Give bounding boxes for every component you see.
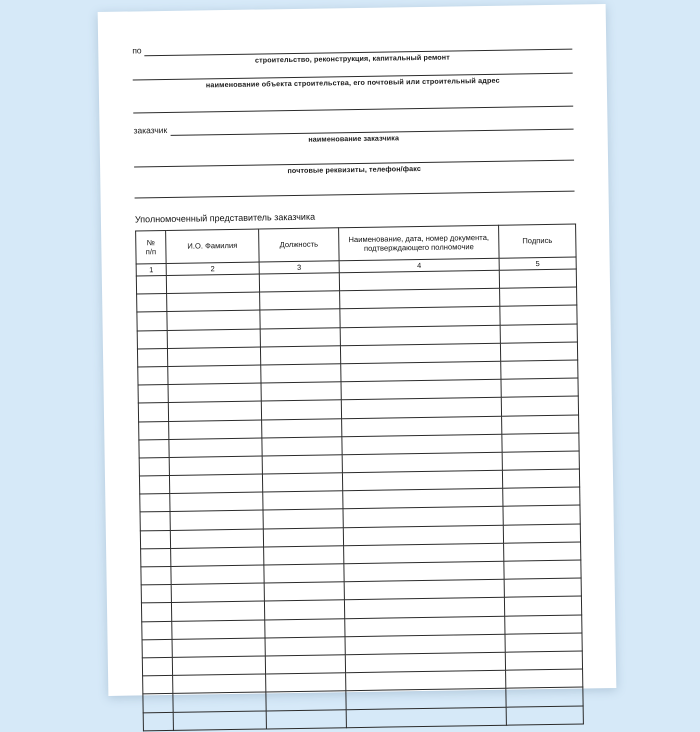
table-cell[interactable]: [262, 418, 342, 437]
table-cell[interactable]: [140, 494, 170, 513]
table-cell[interactable]: [142, 639, 172, 658]
table-cell[interactable]: [263, 509, 343, 528]
table-cell[interactable]: [503, 505, 580, 524]
column-number-2: 2: [166, 262, 259, 275]
table-cell[interactable]: [262, 455, 342, 474]
table-cell[interactable]: [260, 291, 340, 310]
section-title: Уполномоченный представитель заказчика: [134, 211, 316, 225]
table-cell[interactable]: [166, 274, 259, 294]
table-cell[interactable]: [170, 529, 263, 549]
table-cell[interactable]: [139, 476, 169, 495]
table-cell[interactable]: [500, 342, 577, 361]
table-cell[interactable]: [264, 546, 344, 565]
table-cell[interactable]: [260, 327, 340, 346]
table-cell[interactable]: [502, 433, 579, 452]
table-cell[interactable]: [139, 421, 169, 440]
table-cell[interactable]: [263, 491, 343, 510]
table-cell[interactable]: [265, 655, 345, 674]
column-number-4: 4: [339, 258, 499, 273]
table-cell[interactable]: [504, 560, 581, 579]
table-cell[interactable]: [505, 633, 582, 652]
field-caption-object: наименование объекта строительства, его почтовый или строительный адрес: [205, 75, 500, 90]
table-cell[interactable]: [139, 439, 169, 458]
table-cell[interactable]: [266, 709, 346, 728]
table-cell[interactable]: [262, 473, 342, 492]
table-cell[interactable]: [137, 348, 167, 367]
table-cell[interactable]: [138, 385, 168, 404]
column-number-5: 5: [499, 257, 576, 270]
table-cell[interactable]: [266, 691, 346, 710]
table-cell[interactable]: [167, 310, 260, 330]
table-cell[interactable]: [142, 657, 172, 676]
table-header-signature: [499, 224, 577, 258]
table-cell[interactable]: [264, 564, 344, 583]
field-label-customer: заказчик: [133, 124, 168, 136]
table-cell[interactable]: [141, 603, 171, 622]
document-page: [98, 4, 617, 696]
table-head: [136, 224, 577, 276]
table-cell[interactable]: [169, 456, 262, 476]
document-content: [132, 39, 583, 732]
table-cell[interactable]: [264, 582, 344, 601]
table-cell[interactable]: [346, 707, 506, 728]
table-cell[interactable]: [173, 692, 266, 712]
paper-sheet: [98, 4, 617, 696]
table-header-document-line1: Наименование, дата, номер документа,: [348, 232, 490, 244]
table-cell[interactable]: [171, 547, 264, 567]
table-cell[interactable]: [172, 620, 265, 640]
table-cell[interactable]: [169, 438, 262, 458]
table-cell[interactable]: [136, 275, 166, 294]
table-cell[interactable]: [167, 347, 260, 367]
table-cell[interactable]: [260, 346, 340, 365]
table-cell[interactable]: [167, 292, 260, 312]
table-cell[interactable]: [171, 565, 264, 585]
table-cell[interactable]: [264, 600, 344, 619]
table-cell[interactable]: [500, 305, 577, 324]
table-cell[interactable]: [168, 365, 261, 385]
table-cell[interactable]: [169, 420, 262, 440]
table-cell[interactable]: [138, 366, 168, 385]
table-cell[interactable]: [173, 710, 266, 730]
table-cell[interactable]: [172, 638, 265, 658]
table-header-number: [136, 230, 167, 263]
field-caption-customer: наименование заказчика: [308, 133, 400, 144]
table-cell[interactable]: [173, 674, 266, 694]
table-cell[interactable]: [506, 705, 583, 724]
table-cell[interactable]: [171, 601, 264, 621]
table-cell[interactable]: [138, 403, 168, 422]
table-cell[interactable]: [500, 287, 577, 306]
table-cell[interactable]: [140, 512, 170, 531]
table-cell[interactable]: [503, 487, 580, 506]
table-cell[interactable]: [505, 651, 582, 670]
table-cell[interactable]: [262, 436, 342, 455]
table-header-document-line2: подтверждающего полномочие: [363, 242, 474, 253]
table-cell[interactable]: [143, 712, 173, 731]
table-cell[interactable]: [140, 530, 170, 549]
table-cell[interactable]: [142, 621, 172, 640]
table-cell[interactable]: [167, 329, 260, 349]
table-header-position-line1: Должность: [279, 239, 319, 250]
table-cell[interactable]: [504, 578, 581, 597]
table-header-name-line1: И.О. Фамилия: [187, 241, 238, 251]
table-cell[interactable]: [141, 585, 171, 604]
table-cell[interactable]: [141, 548, 171, 567]
table-cell[interactable]: [502, 451, 579, 470]
table-cell[interactable]: [172, 656, 265, 676]
column-number-1: 1: [136, 263, 166, 275]
table-cell[interactable]: [170, 492, 263, 512]
table-cell[interactable]: [141, 566, 171, 585]
table-cell[interactable]: [171, 583, 264, 603]
table-cell[interactable]: [503, 524, 580, 543]
table-cell[interactable]: [143, 676, 173, 695]
table-cell[interactable]: [261, 400, 341, 419]
table-cell[interactable]: [263, 527, 343, 546]
field-caption-po: строительство, реконструкция, капитальный ремонт: [254, 52, 450, 65]
table-cell[interactable]: [168, 383, 261, 403]
table-cell[interactable]: [261, 382, 341, 401]
table-cell[interactable]: [504, 596, 581, 615]
table-cell[interactable]: [499, 269, 576, 288]
table-cell[interactable]: [259, 273, 339, 292]
table-header-position: [259, 228, 340, 262]
table-cell[interactable]: [504, 542, 581, 561]
field-caption-postal: почтовые реквизиты, телефон/факс: [287, 163, 421, 176]
table-body: [136, 269, 583, 731]
table-cell[interactable]: [137, 294, 167, 313]
table-cell[interactable]: [169, 474, 262, 494]
table-cell[interactable]: [137, 330, 167, 349]
table-header-number-line1: №: [146, 237, 155, 247]
representatives-table: [135, 224, 584, 732]
table-header-signature-line1: Подпись: [522, 236, 553, 246]
table-cell[interactable]: [502, 415, 579, 434]
table-cell[interactable]: [501, 378, 578, 397]
table-cell[interactable]: [506, 687, 583, 706]
table-cell[interactable]: [505, 615, 582, 634]
column-number-3: 3: [259, 261, 339, 274]
table-cell[interactable]: [143, 694, 173, 713]
table-cell[interactable]: [261, 364, 341, 383]
table-cell[interactable]: [265, 636, 345, 655]
table-cell[interactable]: [502, 469, 579, 488]
table-cell[interactable]: [265, 618, 345, 637]
table-cell[interactable]: [260, 309, 340, 328]
table-cell[interactable]: [168, 401, 261, 421]
table-header-document: [339, 225, 499, 261]
table-cell[interactable]: [170, 510, 263, 530]
table-cell[interactable]: [501, 396, 578, 415]
field-label-po: по: [132, 45, 142, 56]
table-cell[interactable]: [506, 669, 583, 688]
table-cell[interactable]: [139, 457, 169, 476]
table-header-name: [166, 229, 260, 263]
table-header-number-line2: п/п: [145, 247, 157, 257]
table-cell[interactable]: [500, 324, 577, 343]
table-cell[interactable]: [501, 360, 578, 379]
table-cell[interactable]: [266, 673, 346, 692]
table-cell[interactable]: [137, 312, 167, 331]
